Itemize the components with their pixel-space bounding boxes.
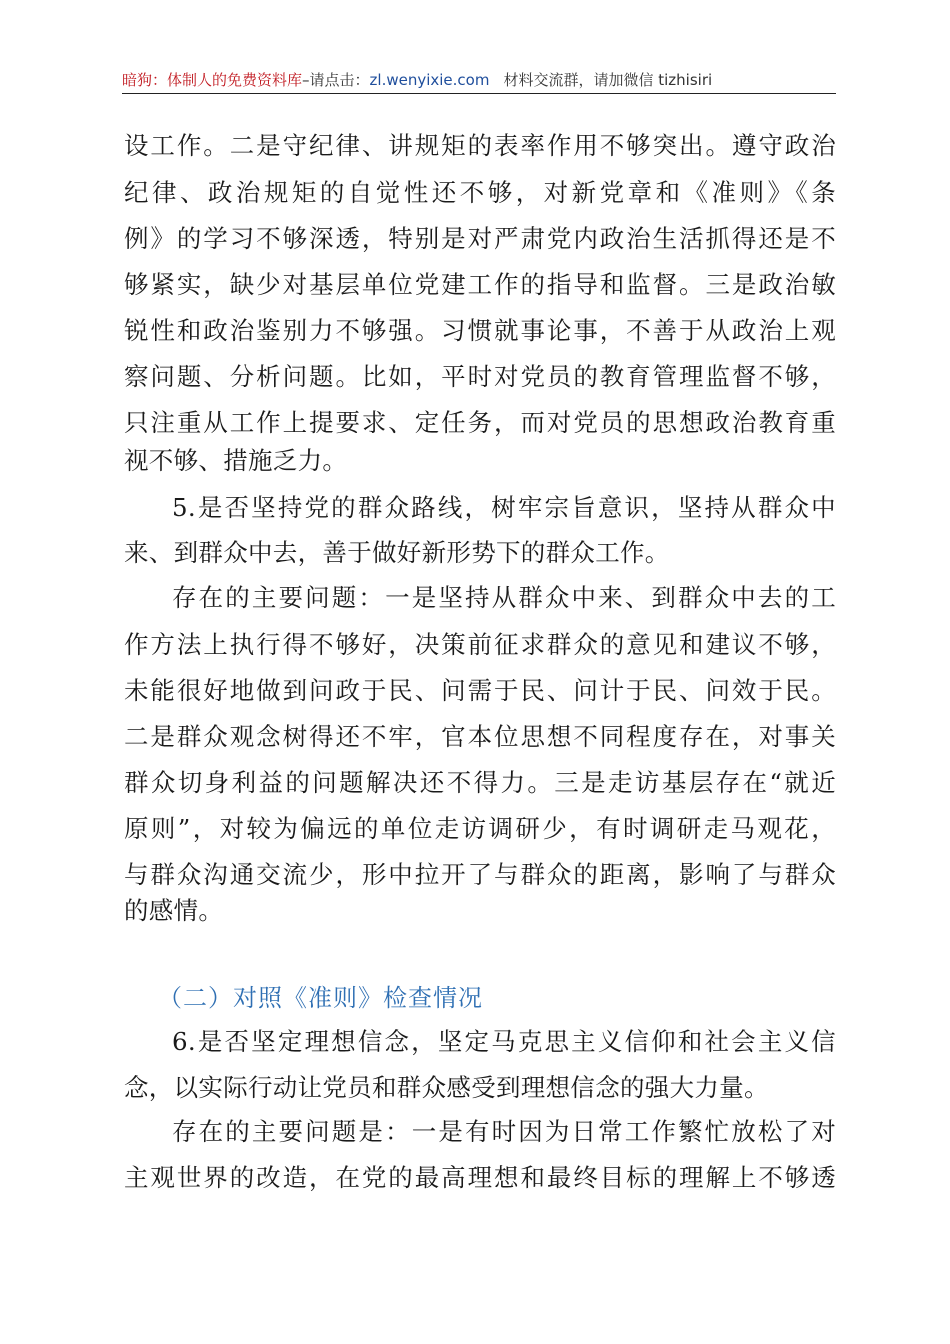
body-text-line: 存在的主要问题是：一是有时因为日常工作繁忙放松了对: [172, 1117, 836, 1146]
header-brand: 暗狗：体制人的免费资料库: [122, 71, 303, 89]
body-text-line: 纪律、政治规矩的自觉性还不够，对新党章和《准则》《条: [124, 178, 836, 207]
body-text-line: 与群众沟通交流少，形中拉开了与群众的距离，影响了与群众: [124, 860, 836, 889]
body-text-line: 例》的学习不够深透，特别是对严肃党内政治生活抓得还是不: [124, 224, 836, 253]
header-divider: [122, 93, 836, 94]
page-header: [122, 66, 836, 94]
body-text-line: 主观世界的改造，在党的最高理想和最终目标的理解上不够透: [124, 1163, 836, 1192]
body-text-line: 群众切身利益的问题解决还不得力。三是走访基层存在“就近: [124, 768, 836, 797]
body-text-line: 二是群众观念树得还不牢，官本位思想不同程度存在，对事关: [124, 722, 836, 751]
body-text-line: 只注重从工作上提要求、定任务，而对党员的思想政治教育重: [124, 408, 836, 437]
body-text-line: 存在的主要问题：一是坚持从群众中来、到群众中去的工: [172, 583, 836, 612]
body-text-line: 锐性和政治鉴别力不够强。习惯就事论事，不善于从政治上观: [124, 316, 836, 345]
body-text-line: 够紧实，缺少对基层单位党建工作的指导和监督。三是政治敏: [124, 270, 836, 299]
question-text-line: 来、到群众中去，善于做好新形势下的群众工作。: [124, 538, 670, 567]
question-text-line: 5.是否坚持党的群众路线，树牢宗旨意识，坚持从群众中: [172, 493, 836, 522]
header-prompt: –请点击：: [302, 71, 370, 89]
body-text-line: 设工作。二是守纪律、讲规矩的表率作用不够突出。遵守政治: [124, 131, 836, 160]
body-text-line: 原则”，对较为偏远的单位走访调研少，有时调研走马观花，: [124, 814, 836, 843]
section-heading: （二）对照《准则》检查情况: [158, 984, 483, 1012]
question-text-line: 6.是否坚定理想信念，坚定马克思主义信仰和社会主义信: [172, 1027, 836, 1056]
body-text-line: 视不够、措施乏力。: [124, 446, 348, 475]
body-text-line: 未能很好地做到问政于民、问需于民、问计于民、问效于民。: [124, 676, 836, 705]
question-text-line: 念，以实际行动让党员和群众感受到理想信念的强大力量。: [124, 1073, 769, 1102]
header-wechat-note: 材料交流群，请加微信 tizhisiri: [503, 71, 713, 89]
body-text-line: 察问题、分析问题。比如，平时对党员的教育管理监督不够，: [124, 362, 836, 391]
header-link[interactable]: zl.wenyixie.com: [369, 71, 490, 89]
body-text-line: 作方法上执行得不够好，决策前征求群众的意见和建议不够，: [124, 630, 836, 659]
body-text-line: 的感情。: [124, 896, 224, 925]
